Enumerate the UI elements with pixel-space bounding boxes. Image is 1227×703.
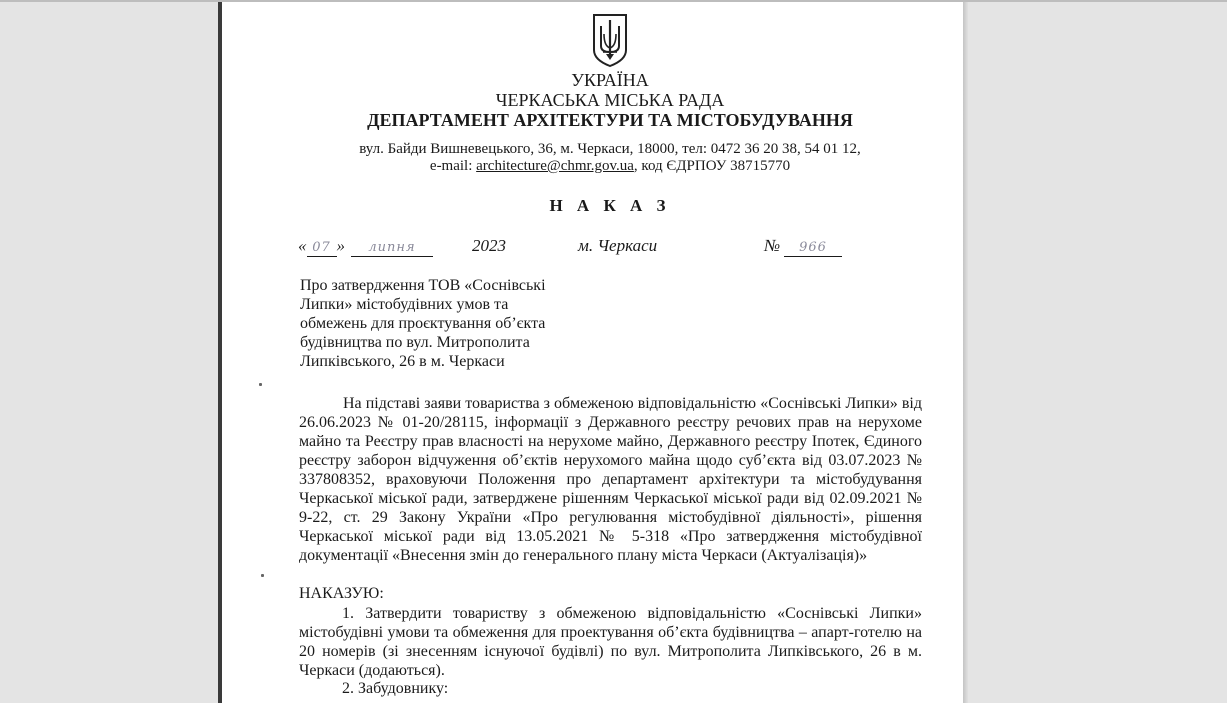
- order-item-2: 2. Забудовнику:: [342, 680, 449, 697]
- preamble-paragraph: На підставі заяви товариства з обмеженою відповідальністю «Соснівські Липки» від 26.06.2023 № 01-20/28115, інформації з Державного реєстру речових прав на нерухоме майно та Реєстру прав власності на нерухоме майно, Державного реєстру Іпотек, Єдиного реєстру заборон відчуження об’єктів нерухомого майна щодо суб’єкта від 03.07.2023 № 337808352, враховуючи Положення про департамент архітектури та містобудування Черкаської міської ради, затверджене рішенням Черкаської міської ради від 02.09.2021 № 9-22, ст. 29 Закону України «Про регулювання містобудівної діяльності», рішення Черкаської міської ради від 13.05.2021 № 5-318 «Про затвердження містобудівної документації «Внесення змін до генерального плану міста Черкаси (Актуалізація)»: [299, 395, 922, 564]
- order-title: Н А К А З: [549, 196, 671, 215]
- email-link[interactable]: architecture@chmr.gov.ua: [476, 158, 634, 174]
- country-heading: УКРАЇНА: [571, 70, 649, 90]
- trident-coat-of-arms-icon: [590, 12, 630, 68]
- date-month-handwritten: липня: [368, 240, 416, 255]
- scan-speck: [259, 383, 262, 386]
- order-date: [298, 236, 433, 257]
- address-line: вул. Байди Вишневецького, 36, м. Черкаси, 18000, тел: 0472 36 20 38, 54 01 12,: [359, 141, 861, 157]
- quote-open: «: [298, 236, 307, 255]
- quote-close: »: [336, 236, 345, 255]
- department-heading: ДЕПАРТАМЕНТ АРХІТЕКТУРИ ТА МІСТОБУДУВАННЯ: [367, 110, 853, 130]
- edrpou-code: , код ЄДРПОУ 38715770: [633, 158, 791, 174]
- date-day-field: [307, 236, 337, 257]
- subject-line: будівництва по вул. Митрополита: [300, 334, 530, 351]
- order-number-field: [784, 236, 842, 257]
- date-month-field: [351, 236, 433, 257]
- email-label: e-mail:: [429, 158, 477, 174]
- order-word: НАКАЗУЮ:: [299, 585, 384, 602]
- subject-line: обмежень для проєктування об’єкта: [300, 315, 546, 332]
- date-day-handwritten: 07: [312, 240, 331, 255]
- subject-line: Про затвердження ТОВ «Соснівські: [300, 277, 546, 294]
- council-heading: ЧЕРКАСЬКА МІСЬКА РАДА: [495, 90, 725, 110]
- subject-line: Липківського, 26 в м. Черкаси: [300, 353, 505, 370]
- scan-speck: [261, 574, 264, 577]
- order-city: м. Черкаси: [578, 236, 658, 255]
- order-subject: [300, 276, 600, 371]
- subject-line: Липки» містобудівних умов та: [300, 296, 509, 313]
- order-number-handwritten: 966: [799, 240, 827, 255]
- order-year: 2023: [472, 236, 506, 255]
- contact-line: [222, 158, 998, 175]
- order-item-1: 1. Затвердити товариству з обмеженою відповідальністю «Соснівські Липки» містобудівні умови та обмеження для проектування об’єкта будівництва – апарт-готелю на 20 номерів (зі знесенням існуючої будівлі) по вул. Митрополита Липківського, 26 в м. Черкаси (додаються).: [299, 605, 922, 679]
- order-number: [764, 236, 842, 257]
- number-sign: №: [764, 236, 781, 255]
